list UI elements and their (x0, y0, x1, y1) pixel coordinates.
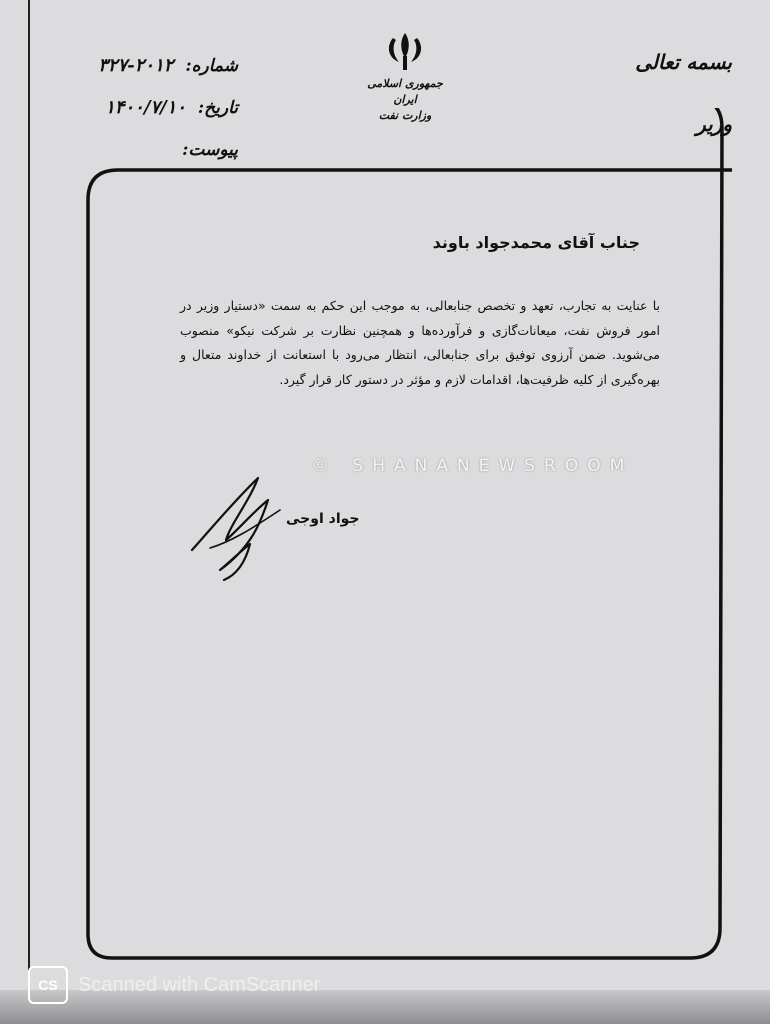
signature-icon (180, 470, 300, 590)
letter-meta (88, 45, 238, 171)
minister-title: وزیر (696, 112, 732, 136)
number-row (88, 45, 238, 87)
camscanner-mark (28, 966, 320, 1004)
emblem-block (360, 30, 450, 124)
emblem-country-text: جمهوری اسلامی ایران (367, 77, 443, 106)
signer-name: جواد اوجی (286, 511, 360, 527)
page-edge (28, 0, 30, 990)
header-right (552, 50, 732, 136)
letter-body: با عنایت به تجارب، تعهد و تخصص جنابعالی، به موجب این حکم به سمت «دستیار وزیر در امور فروش نفت، میعانات‌گازی و فرآورده‌ها و همچنین نظارت بر شرکت نیکو» منصوب می‌شوید. ضمن آرزوی توفیق برای جنابعالی، انتظار می‌رود با استعانت از خداوند متعال و بهره‌گیری از کلیه ظرفیت‌ها، اقدامات لازم و مؤثر در دستور کار قرار گیرد. (180, 298, 660, 387)
attachment-label: پیوست: (182, 140, 238, 160)
watermark-text: © SHANANEWSROOM (312, 456, 634, 476)
number-value: ۲۰۱۲-۳۲۷ (98, 55, 174, 76)
emblem-ministry-text: وزارت نفت (378, 109, 432, 122)
date-row (88, 87, 238, 129)
date-value: ۱۴۰۰/۷/۱۰ (105, 97, 186, 118)
camscanner-logo-icon: CS (28, 966, 68, 1004)
date-label: تاریخ: (197, 98, 238, 118)
attachment-row (88, 129, 238, 171)
number-label: شماره: (185, 56, 238, 76)
camscanner-text: Scanned with CamScanner (78, 973, 321, 996)
bismillah-text: بسمه تعالی (635, 50, 732, 74)
addressee-line: جناب آقای محمدجواد باوند (432, 233, 640, 252)
iran-emblem-icon (382, 30, 428, 72)
